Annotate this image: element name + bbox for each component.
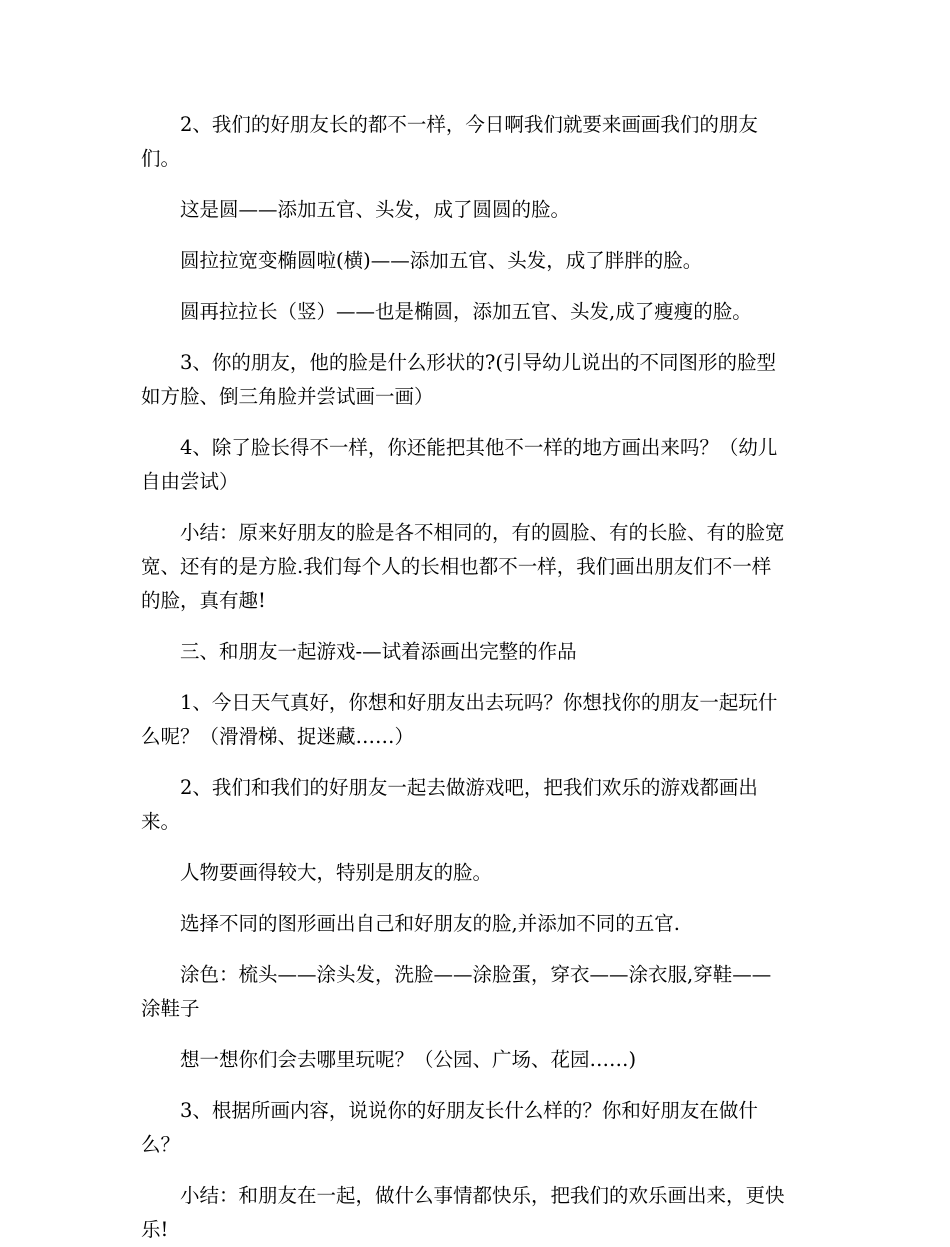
- paragraph: 3、你的朋友，他的脸是什么形状的?(引导幼儿说出的不同图形的脸型如方脸、倒三角脸并尝试画一画）: [141, 351, 776, 408]
- paragraph: 1、今日天气真好，你想和好朋友出去玩吗？你想找你的朋友一起玩什么呢？（滑滑梯、捉迷藏……）: [141, 691, 778, 748]
- paragraph: 2、我们的好朋友长的都不一样，今日啊我们就要来画画我们的朋友们。: [141, 113, 758, 170]
- paragraph: 选择不同的图形画出自己和好朋友的脸,并添加不同的五官.: [180, 912, 680, 935]
- section-heading: 三、和朋友一起游戏-—试着添画出完整的作品: [180, 640, 577, 663]
- paragraph: 想一想你们会去哪里玩呢？（公园、广场、花园……): [180, 1048, 637, 1071]
- paragraph: 3、根据所画内容，说说你的好朋友长什么样的？你和好朋友在做什么？: [141, 1099, 758, 1156]
- summary-paragraph: 小结：原来好朋友的脸是各不相同的，有的圆脸、有的长脸、有的脸宽宽、还有的是方脸.我们每个人的长相也都不一样，我们画出朋友们不一样的脸，真有趣!: [141, 521, 785, 612]
- paragraph: 涂色：梳头——涂头发，洗脸——涂脸蛋，穿衣——涂衣服,穿鞋——涂鞋子: [141, 963, 772, 1020]
- paragraph: 人物要画得较大，特别是朋友的脸。: [180, 861, 493, 884]
- paragraph: 这是圆——添加五官、头发，成了圆圆的脸。: [180, 198, 571, 221]
- paragraph: 2、我们和我们的好朋友一起去做游戏吧，把我们欢乐的游戏都画出来。: [141, 776, 758, 833]
- paragraph: 4、除了脸长得不一样，你还能把其他不一样的地方画出来吗？（幼儿自由尝试）: [141, 436, 778, 493]
- summary-paragraph: 小结：和朋友在一起，做什么事情都快乐，把我们的欢乐画出来，更快乐!: [141, 1184, 785, 1241]
- paragraph: 圆再拉拉长（竖）——也是椭圆，添加五官、头发,成了瘦瘦的脸。: [180, 300, 752, 323]
- paragraph: 圆拉拉宽变椭圆啦(横)——添加五官、头发，成了胖胖的脸。: [180, 249, 703, 272]
